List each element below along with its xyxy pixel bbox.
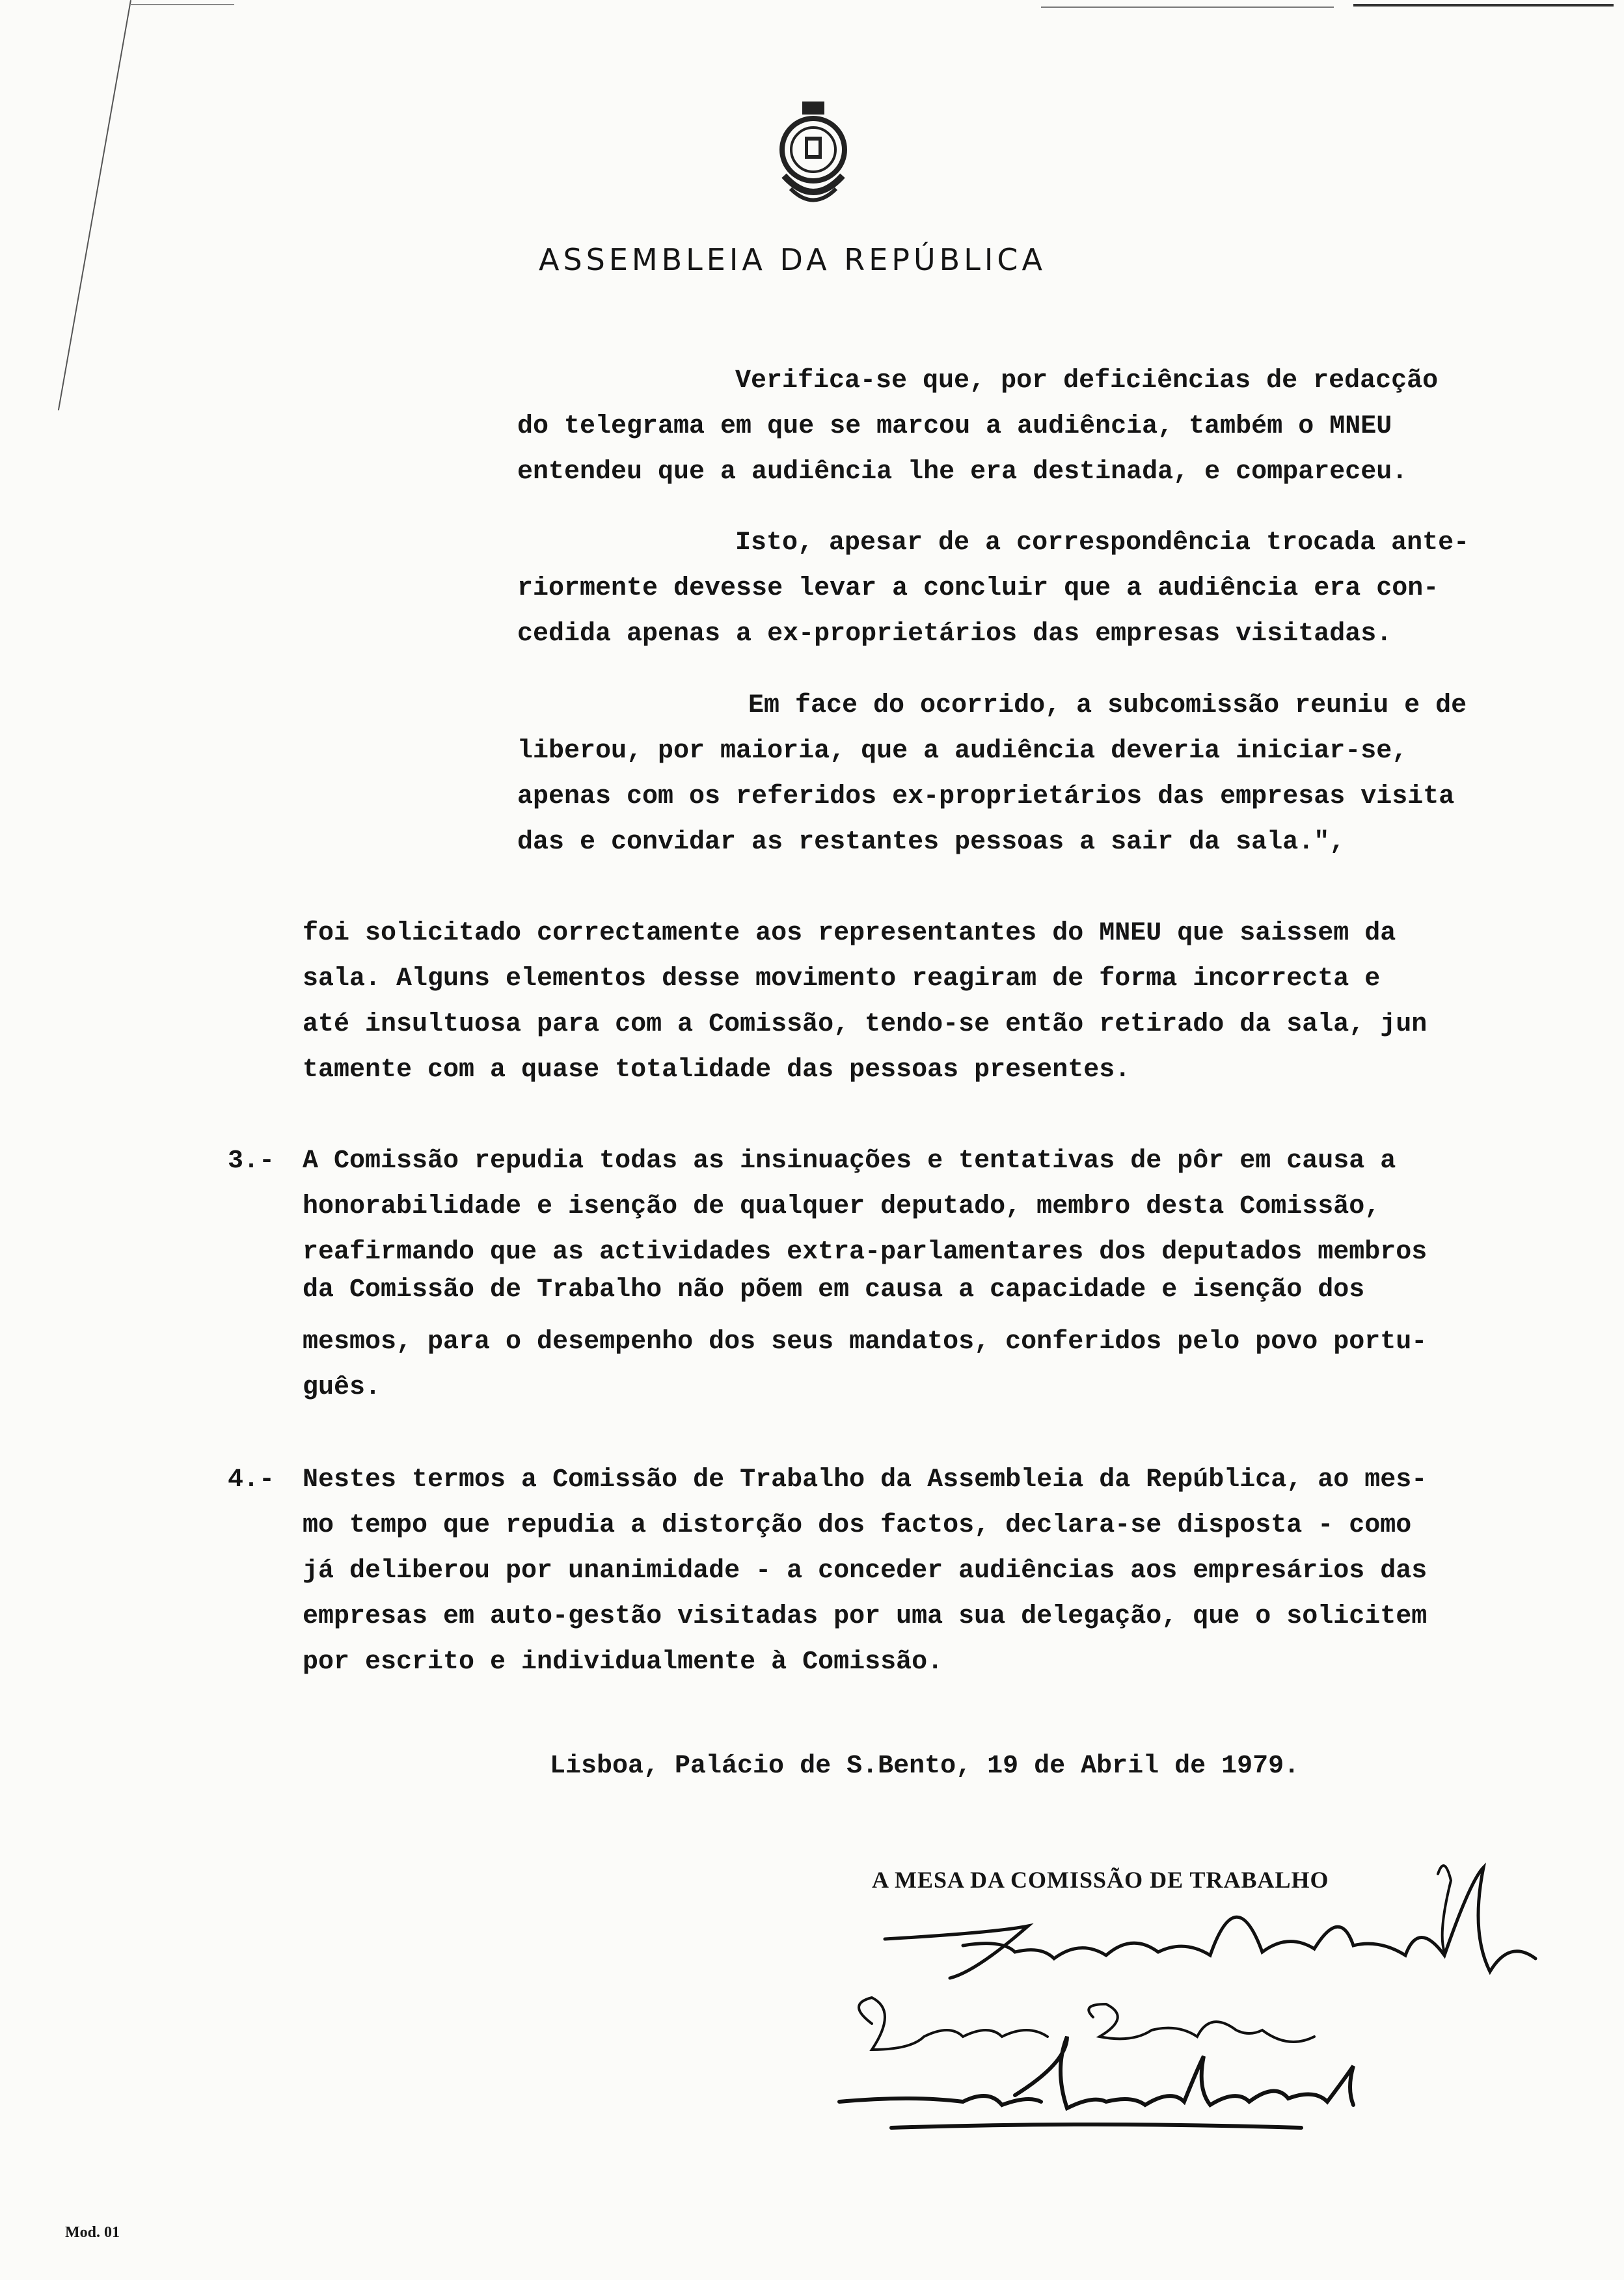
- form-code: Mod. 01: [65, 2224, 120, 2241]
- text-line: riormente devesse levar a concluir que a audiência era con-: [517, 574, 1439, 603]
- text-line: apenas com os referidos ex-proprietários das empresas visita: [517, 782, 1455, 811]
- text-line: tamente com a quase totalidade das pessoas presentes.: [303, 1055, 1131, 1085]
- scan-edge-mark: [58, 0, 131, 411]
- text-line: entendeu que a audiência lhe era destinada, e compareceu.: [517, 457, 1408, 487]
- page-title: ASSEMBLEIA DA REPÚBLICA: [539, 242, 1047, 277]
- text-line: das e convidar as restantes pessoas a sair da sala.",: [517, 828, 1346, 857]
- text-line: reafirmando que as actividades extra-parlamentares dos deputados membros: [303, 1238, 1428, 1267]
- scan-edge-mark: [1353, 4, 1614, 7]
- text-line: Verifica-se que, por deficiências de redacção: [735, 366, 1439, 396]
- item-number: 4.-: [228, 1465, 275, 1495]
- text-line: mesmos, para o desempenho dos seus mandatos, conferidos pelo povo portu-: [303, 1327, 1428, 1357]
- text-line: A Comissão repudia todas as insinuações e tentativas de pôr em causa a: [303, 1147, 1396, 1176]
- text-line: empresas em auto-gestão visitadas por uma sua delegação, que o solicitem: [303, 1602, 1428, 1631]
- coat-of-arms-icon: [778, 98, 849, 211]
- text-line: do telegrama em que se marcou a audiência, também o MNEU: [517, 412, 1392, 441]
- text-line: guês.: [303, 1373, 381, 1402]
- text-line: até insultuosa para com a Comissão, tendo-se então retirado da sala, jun: [303, 1010, 1428, 1039]
- item-number: 3.-: [228, 1147, 275, 1176]
- text-line: já deliberou por unanimidade - a conceder audiências aos empresários das: [303, 1556, 1428, 1586]
- text-line: cedida apenas a ex-proprietários das empresas visitadas.: [517, 619, 1392, 649]
- scan-edge-mark: [1041, 7, 1334, 8]
- scan-edge-mark: [130, 4, 234, 5]
- text-line: da Comissão de Trabalho não põem em causa a capacidade e isenção dos: [303, 1275, 1365, 1305]
- text-line: sala. Alguns elementos desse movimento reagiram de forma incorrecta e: [303, 964, 1381, 994]
- text-line: honorabilidade e isenção de qualquer deputado, membro desta Comissão,: [303, 1192, 1381, 1221]
- text-line: Nestes termos a Comissão de Trabalho da Assembleia da República, ao mes-: [303, 1465, 1428, 1495]
- text-line: liberou, por maioria, que a audiência deveria iniciar-se,: [517, 737, 1408, 766]
- text-line: mo tempo que repudia a distorção dos factos, declara-se disposta - como: [303, 1511, 1412, 1540]
- place-date: Lisboa, Palácio de S.Bento, 19 de Abril de 1979.: [550, 1752, 1300, 1781]
- text-line: Isto, apesar de a correspondência trocada ante-: [735, 528, 1470, 558]
- signatures: [833, 1841, 1601, 2141]
- text-line: foi solicitado correctamente aos representantes do MNEU que saissem da: [303, 919, 1396, 948]
- text-line: por escrito e individualmente à Comissão.: [303, 1648, 943, 1677]
- text-line: Em face do ocorrido, a subcomissão reuniu e de: [748, 691, 1467, 720]
- signatory-label: A MESA DA COMISSÃO DE TRABALHO: [872, 1867, 1329, 1893]
